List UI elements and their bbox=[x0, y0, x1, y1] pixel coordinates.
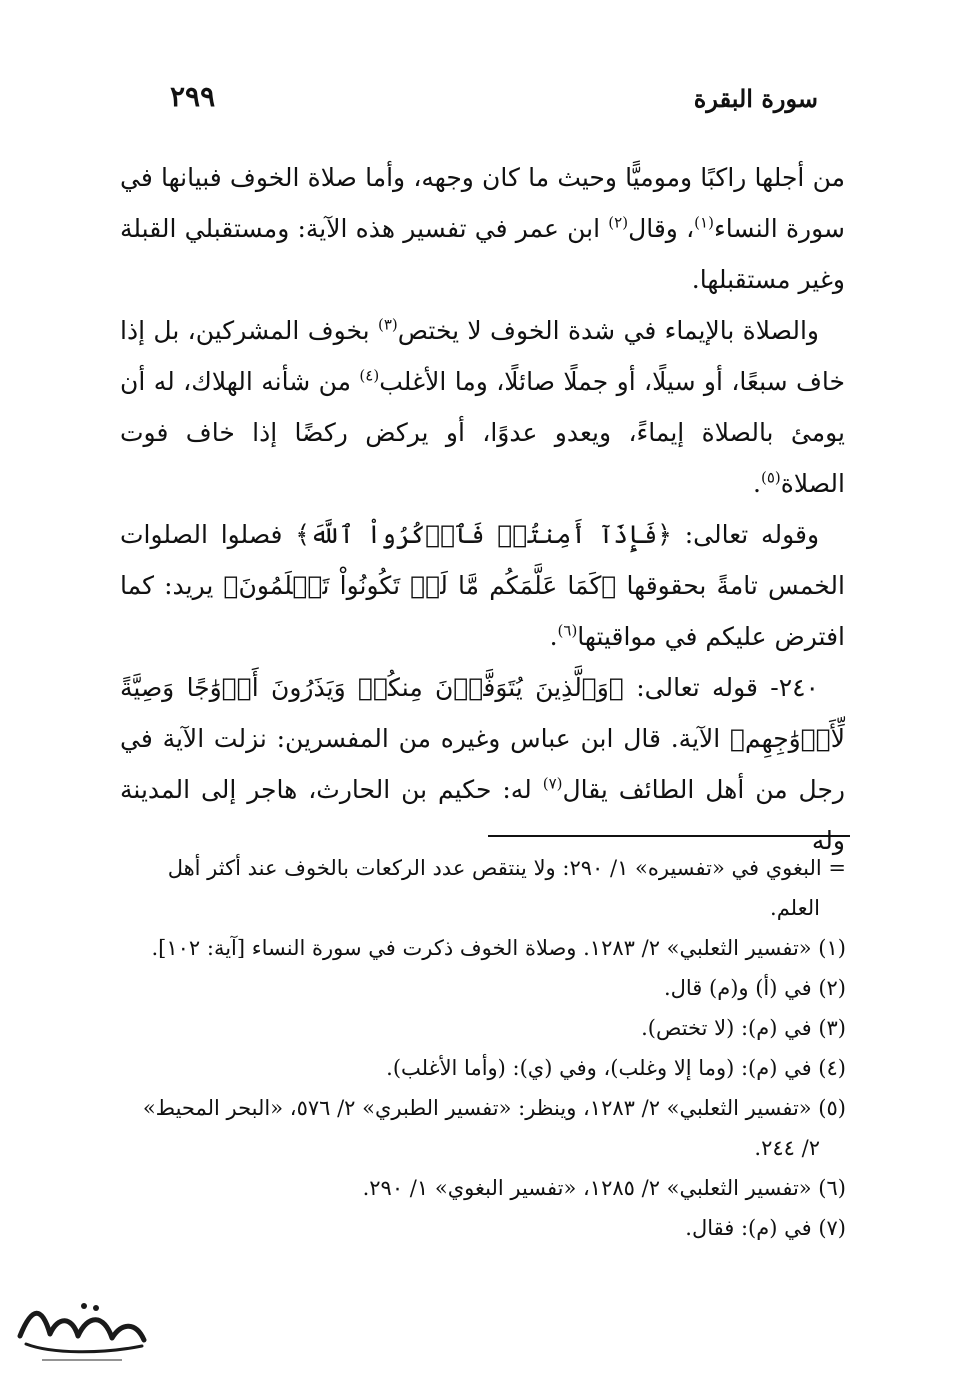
footnote-3: (٣) في (م): (لا تختص). bbox=[641, 1016, 846, 1040]
footnote-separator bbox=[488, 835, 850, 837]
footnote-ref: (٢) bbox=[608, 213, 629, 232]
footnote-1: (١) «تفسير الثعلبي» ٢/ ١٢٨٣. وصلاة الخوف ذكرت في سورة النساء [آية: ١٠٢]. bbox=[151, 936, 846, 960]
footnote-5: (٥) «تفسير الثعلبي» ٢/ ١٢٨٣، وينظر: «تفسير الطبري» ٢/ ٥٧٦، «البحر المحيط» ٢/ ٢٤٤. bbox=[142, 1096, 846, 1160]
footnote-ref: (١) bbox=[694, 213, 714, 232]
footnote-6: (٦) «تفسير الثعلبي» ٢/ ١٢٨٥، «تفسير البغوي» ١/ ٢٩٠. bbox=[362, 1176, 846, 1200]
main-text bbox=[120, 152, 845, 866]
footnote-ref: (٦) bbox=[557, 621, 578, 640]
footnote-4: (٤) في (م): (وما إلا وغلب)، وفي (ي): (وأما الأغلب). bbox=[386, 1056, 846, 1080]
paragraph-3: وقوله تعالى: ﴿فَإِذَآ أَمِنتُمۡ فَٱذۡكُرُواْ ٱللَّهَ﴾ فصلوا الصلوات الخمس تامةً بحقوقها ﴿كَمَا عَلَّمَكُم مَّا لَمۡ تَكُونُواْ تَعۡلَمُونَ﴾ يريد: كما افترض عليكم في مواقيتها$^{(٦)}$. bbox=[120, 520, 845, 651]
surah-title: سورة البقرة bbox=[693, 84, 818, 113]
footnote-2: (٢) في (أ) و(م) قال. bbox=[663, 976, 846, 1000]
footnote-continuation: = البغوي في «تفسيره» ١/ ٢٩٠: ولا ينتقص عدد الركعات بالخوف عند أكثر أهل العلم. bbox=[167, 856, 846, 920]
watermark-logo bbox=[12, 1296, 152, 1366]
page-number: ٢٩٩ bbox=[170, 80, 216, 113]
quran-verse: ﴿فَإِذَآ أَمِنتُمۡ فَٱذۡكُرُواْ ٱللَّهَ﴾ bbox=[295, 520, 672, 549]
quran-verse: ﴿وَٱلَّذِينَ يُتَوَفَّوۡنَ مِنكُمۡ وَيَذَرُونَ أَزۡوَٰجًا وَصِيَّةً لِّأَزۡوَٰجِهِم﴾ bbox=[120, 673, 845, 753]
footnote-ref: (٣) bbox=[378, 315, 398, 334]
footnote-ref: (٧) bbox=[542, 774, 563, 793]
footnotes bbox=[118, 848, 846, 1248]
footnote-7: (٧) في (م): فقال. bbox=[685, 1216, 846, 1240]
footnote-ref: (٥) bbox=[760, 468, 781, 487]
footnote-ref: (٤) bbox=[359, 366, 380, 385]
paragraph-2: والصلاة بالإيماء في شدة الخوف لا يختص$^{(٣)}$ بخوف المشركين، بل إذا خاف سبعًا، أو سيلًا، أو جملًا صائلًا، وما الأغلب$^{(٤)}$ من شأنه الهلاك، له أن يومئ بالصلاة إيماءً، ويعدو عدوًا، أو يركض ركضًا إذا خاف فوت الصلاة$^{(٥)}$. bbox=[120, 315, 845, 498]
page-header bbox=[170, 76, 818, 116]
paragraph-4: ٢٤٠- قوله تعالى: ﴿وَٱلَّذِينَ يُتَوَفَّوۡنَ مِنكُمۡ وَيَذَرُونَ أَزۡوَٰجًا وَصِيَّةً لِّأَزۡوَٰجِهِم﴾ الآية. قال ابن عباس وغيره من المفسرين: نزلت الآية في رجل من أهل الطائف يقال$^{(٧)}$ له: حكيم بن الحارث، هاجر إلى المدينة وله bbox=[120, 673, 845, 855]
quran-verse: ﴿كَمَا عَلَّمَكُم مَّا لَمۡ تَكُونُواْ تَعۡلَمُونَ﴾ bbox=[223, 571, 617, 600]
paragraph-1: من أجلها راكبًا وموميًّا وحيث ما كان وجهه، وأما صلاة الخوف فبيانها في سورة النساء$^{(١)}$، وقال$^{(٢)}$ ابن عمر في تفسير هذه الآية: ومستقبلي القبلة وغير مستقبلها. bbox=[120, 163, 845, 294]
